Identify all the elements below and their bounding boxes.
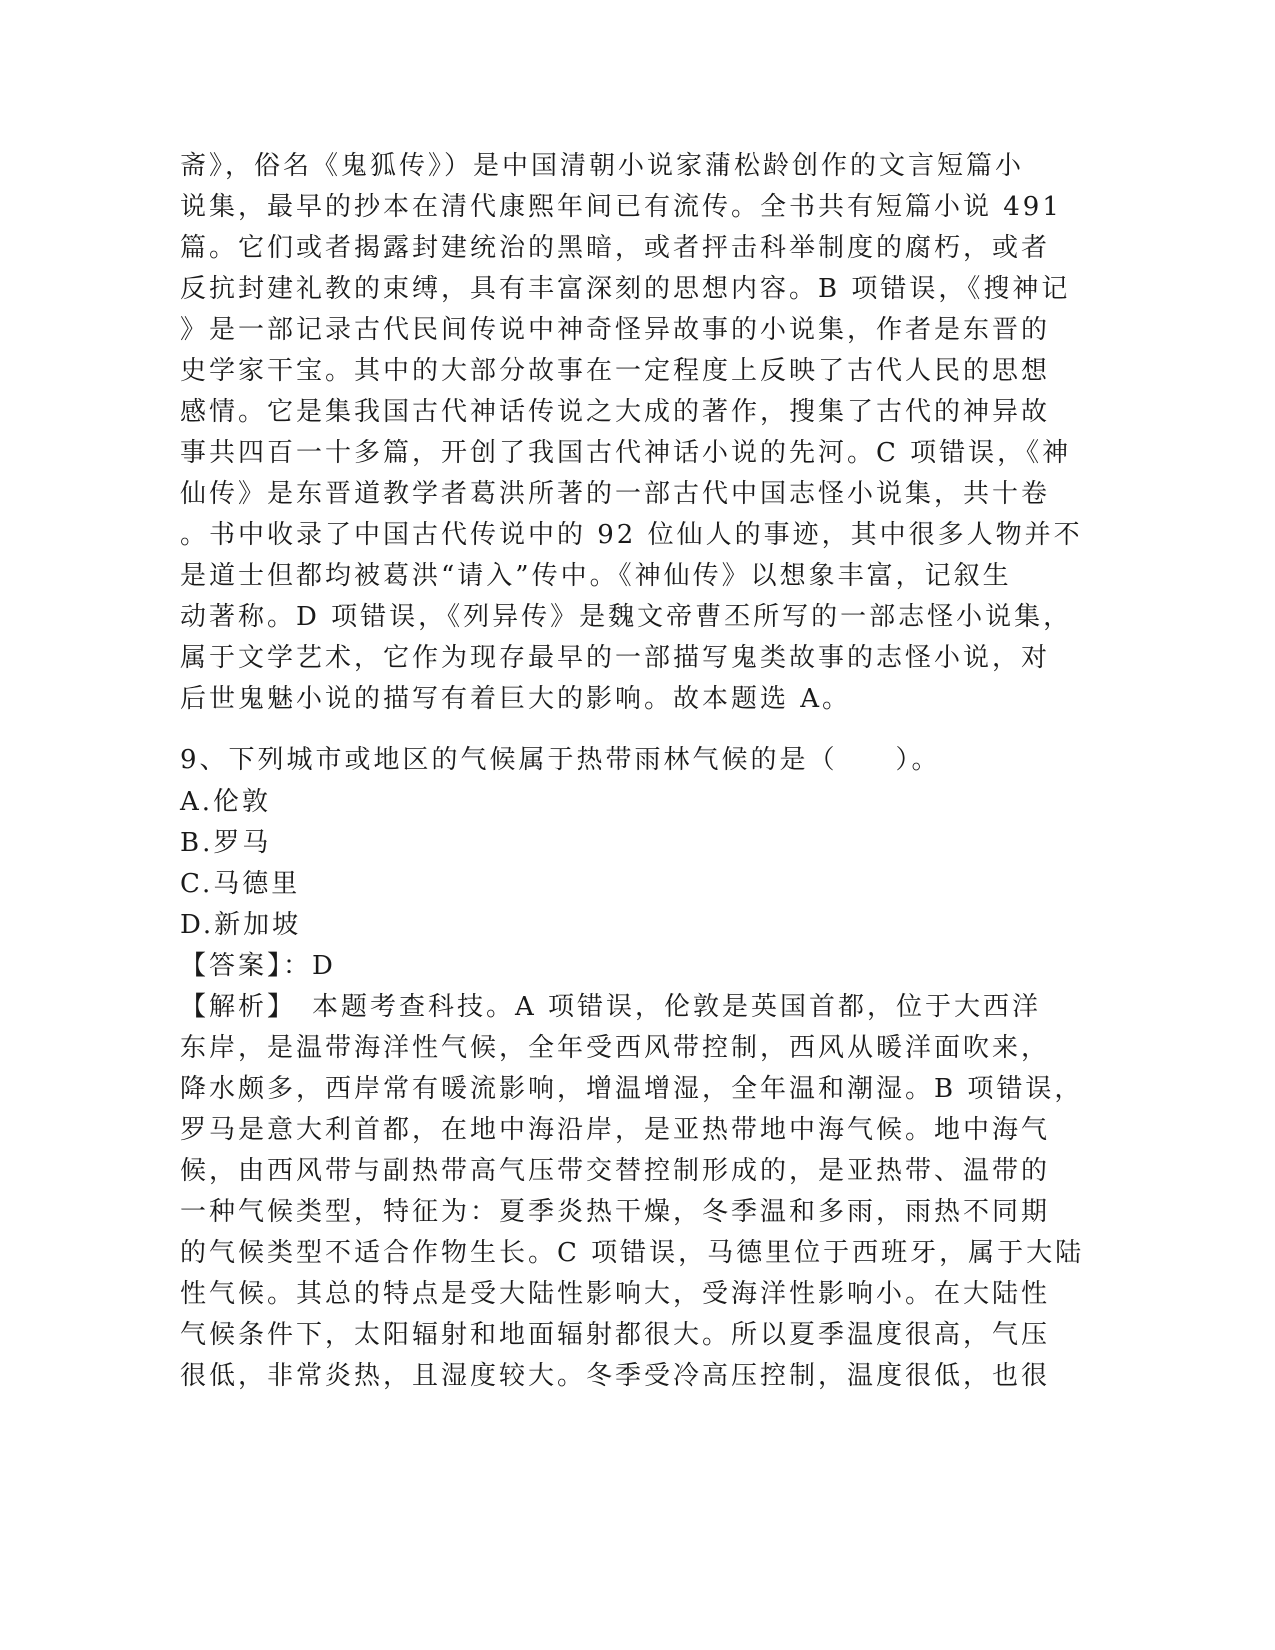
q8-explanation-line: 是道士但都均被葛洪“请入”传中。《神仙传》以想象丰富，记叙生 [180, 561, 1012, 591]
q8-explanation-line: 。书中收录了中国古代传说中的 92 位仙人的事迹，其中很多人物并不 [180, 520, 1083, 550]
q8-explanation-line: 仙传》是东晋道教学者葛洪所著的一部古代中国志怪小说集，共十卷 [180, 479, 1051, 509]
q9-explanation-line: 很低，非常炎热，且湿度较大。冬季受冷高压控制，温度很低，也很 [180, 1361, 1051, 1391]
q8-explanation-line: 篇。它们或者揭露封建统治的黑暗，或者抨击科举制度的腐朽，或者 [180, 233, 1051, 263]
option-b: B.罗马 [180, 828, 272, 858]
question-stem: 9、下列城市或地区的气候属于热带雨林气候的是（ ）。 [180, 745, 941, 775]
q9-explanation-line: 【解析】 本题考查科技。A 项错误，伦敦是英国首都，位于大西洋 [180, 992, 1042, 1022]
q8-explanation-line: 史学家干宝。其中的大部分故事在一定程度上反映了古代人民的思想 [180, 356, 1051, 386]
q9-explanation-line: 气候条件下，太阳辐射和地面辐射都很大。所以夏季温度很高，气压 [180, 1320, 1051, 1350]
q8-explanation-line: 感情。它是集我国古代神话传说之大成的著作，搜集了古代的神异故 [180, 397, 1051, 427]
q9-explanation-line: 一种气候类型，特征为：夏季炎热干燥，冬季温和多雨，雨热不同期 [180, 1197, 1051, 1227]
q8-explanation-line: 后世鬼魅小说的描写有着巨大的影响。故本题选 A。 [180, 684, 852, 714]
answer-line: 【答案】：D [180, 951, 336, 981]
option-c: C.马德里 [180, 869, 301, 899]
q9-explanation-line: 性气候。其总的特点是受大陆性影响大，受海洋性影响小。在大陆性 [180, 1279, 1051, 1309]
document-page [180, 0, 1100, 1650]
q8-explanation-line: 说集，最早的抄本在清代康熙年间已有流传。全书共有短篇小说 491 [180, 192, 1062, 222]
q8-explanation-line: 反抗封建礼教的束缚，具有丰富深刻的思想内容。B 项错误，《搜神记 [180, 274, 1071, 304]
option-a: A.伦敦 [180, 787, 272, 817]
q9-explanation-line: 降水颇多，西岸常有暖流影响，增温增湿，全年温和潮湿。B 项错误， [180, 1074, 1084, 1104]
q9-explanation-line: 的气候类型不适合作物生长。C 项错误，马德里位于西班牙，属于大陆 [180, 1238, 1085, 1268]
q8-explanation-line: 属于文学艺术，它作为现存最早的一部描写鬼类故事的志怪小说，对 [180, 643, 1051, 673]
q9-explanation-line: 东岸，是温带海洋性气候，全年受西风带控制，西风从暖洋面吹来， [180, 1033, 1051, 1063]
q8-explanation-line: 事共四百一十多篇，开创了我国古代神话小说的先河。C 项错误，《神 [180, 438, 1072, 468]
q8-explanation-line: 动著称。D 项错误，《列异传》是魏文帝曹丕所写的一部志怪小说集， [180, 602, 1073, 632]
q9-explanation-line: 罗马是意大利首都，在地中海沿岸，是亚热带地中海气候。地中海气 [180, 1115, 1051, 1145]
option-d: D.新加坡 [180, 910, 302, 940]
q8-explanation-line: 》是一部记录古代民间传说中神奇怪异故事的小说集，作者是东晋的 [180, 315, 1051, 345]
q8-explanation-line: 斋》，俗名《鬼狐传》）是中国清朝小说家蒲松龄创作的文言短篇小 [180, 151, 1025, 181]
q9-explanation-line: 候，由西风带与副热带高气压带交替控制形成的，是亚热带、温带的 [180, 1156, 1051, 1186]
